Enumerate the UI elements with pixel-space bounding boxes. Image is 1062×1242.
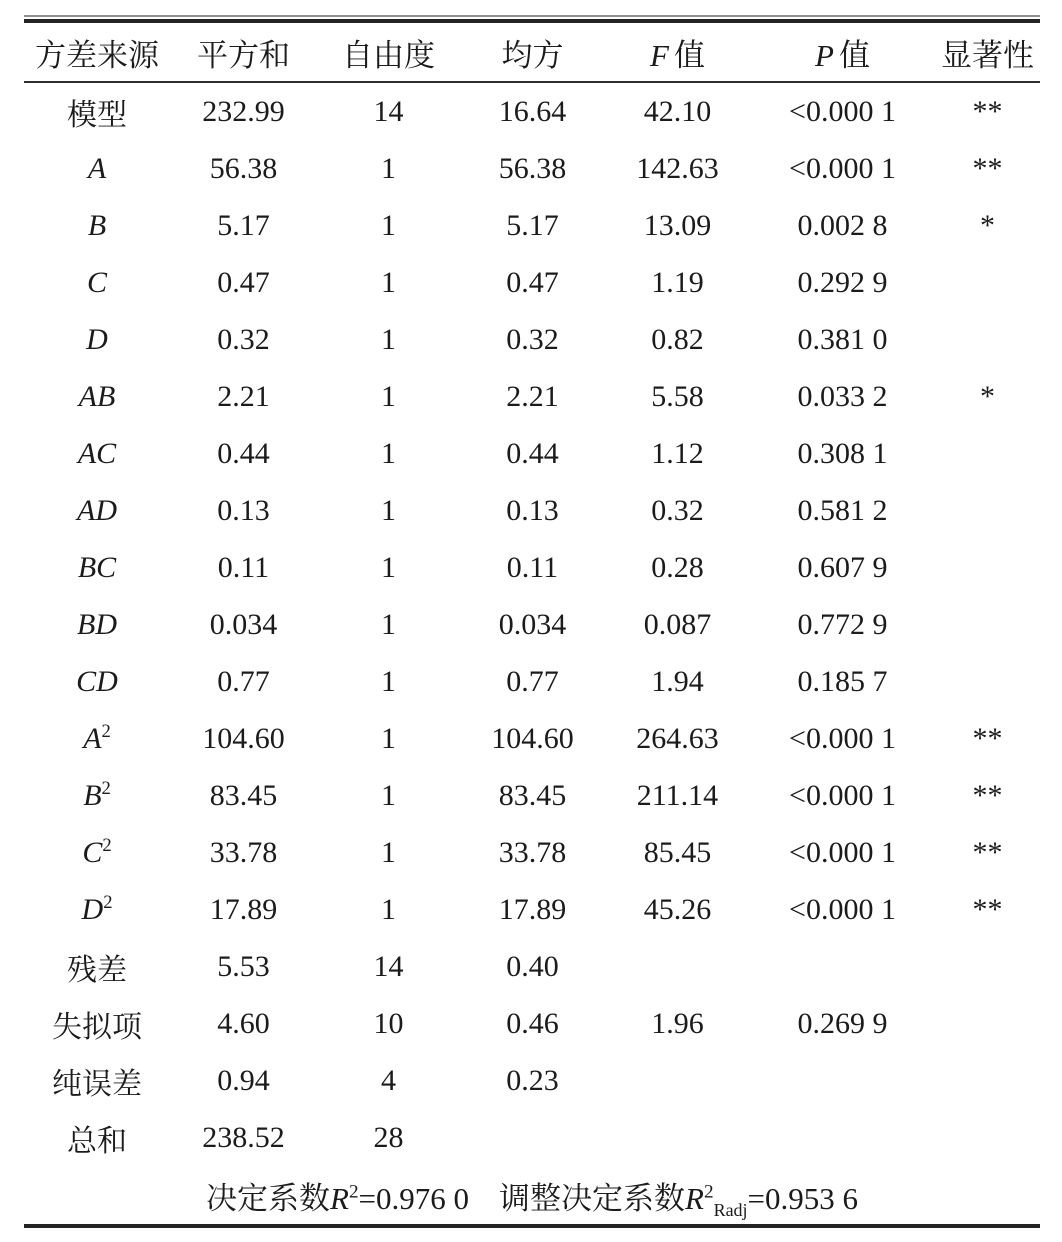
text-part: =0.953 6 (747, 1180, 858, 1216)
cell-f-value: 1.94 (651, 664, 704, 698)
cell-sum-of-squares: 104.60 (202, 721, 285, 755)
cell-p-value: <0.000 1 (789, 94, 896, 128)
text-part: 值 (838, 37, 870, 73)
cell-degrees-of-freedom: 1 (381, 265, 396, 299)
table-row (24, 938, 1040, 995)
cell-significance (935, 482, 1040, 539)
cell-p-value: 0.581 2 (797, 493, 888, 527)
cell-significance (935, 254, 1040, 311)
cell-degrees-of-freedom: 10 (373, 1006, 404, 1040)
text-part: BD (77, 607, 117, 641)
anova-table (24, 23, 1040, 1224)
cell-mean-square: 56.38 (498, 151, 567, 185)
cell-p-value: 0.292 9 (797, 265, 888, 299)
cell-degrees-of-freedom: 1 (381, 493, 396, 527)
cell-source (24, 425, 170, 482)
table-row (24, 1052, 1040, 1109)
cell-significance: ** (972, 94, 1003, 128)
text-part: 总和 (67, 1124, 127, 1158)
table-row (24, 824, 1040, 881)
text-part: AB (78, 379, 116, 413)
cell-f-value: 85.45 (643, 835, 712, 869)
cell-sum-of-squares: 5.53 (217, 949, 270, 983)
cell-source (24, 938, 170, 995)
cell-sum-of-squares: 56.38 (209, 151, 278, 185)
cell-f-value: 142.63 (636, 151, 719, 185)
text-part: 调整决定系数 (499, 1180, 686, 1216)
cell-p-value (750, 1052, 935, 1109)
cell-source (24, 311, 170, 368)
cell-p-value: <0.000 1 (789, 835, 896, 869)
cell-degrees-of-freedom: 1 (381, 664, 396, 698)
text-part: B (87, 208, 107, 242)
cell-f-value: 13.09 (643, 208, 712, 242)
cell-source (24, 995, 170, 1052)
table-row (24, 425, 1040, 482)
cell-f-value (605, 1109, 750, 1166)
cell-mean-square: 0.47 (506, 265, 559, 299)
cell-p-value: 0.002 8 (797, 208, 888, 242)
cell-degrees-of-freedom: 1 (381, 322, 396, 356)
cell-source (24, 482, 170, 539)
text-part: AC (77, 436, 117, 470)
table-footer (24, 1166, 1040, 1224)
text-part: 残差 (67, 953, 127, 987)
column-header-mean-square (460, 23, 605, 82)
cell-mean-square: 0.23 (506, 1063, 559, 1097)
text-part: 均方 (501, 37, 564, 73)
table-row (24, 767, 1040, 824)
cell-significance (935, 653, 1040, 710)
column-header-p-value (750, 23, 935, 82)
cell-p-value (750, 938, 935, 995)
cell-mean-square: 0.44 (506, 436, 559, 470)
table-row (24, 311, 1040, 368)
cell-source (24, 368, 170, 425)
text-part: B (83, 778, 102, 812)
table-row (24, 140, 1040, 197)
cell-source (24, 596, 170, 653)
text-part: P (815, 37, 834, 73)
cell-p-value: <0.000 1 (789, 151, 896, 185)
text-part: 显著性 (941, 37, 1034, 73)
cell-significance (935, 311, 1040, 368)
cell-mean-square: 0.034 (498, 607, 567, 641)
text-part: 纯误差 (52, 1067, 142, 1101)
cell-mean-square: 83.45 (498, 778, 567, 812)
cell-mean-square: 0.46 (506, 1006, 559, 1040)
cell-f-value: 0.087 (643, 607, 712, 641)
cell-sum-of-squares: 0.32 (217, 322, 270, 356)
text-part: =0.976 0 (358, 1180, 470, 1216)
cell-sum-of-squares: 0.13 (217, 493, 270, 527)
table-row (24, 710, 1040, 767)
cell-sum-of-squares: 83.45 (209, 778, 278, 812)
text-part: 方差来源 (35, 37, 159, 73)
text-part: A (87, 151, 107, 185)
cell-source (24, 767, 170, 824)
cell-significance: ** (972, 778, 1003, 812)
text-part: F (650, 37, 669, 73)
cell-source (24, 653, 170, 710)
cell-degrees-of-freedom: 1 (381, 379, 396, 413)
cell-degrees-of-freedom: 1 (381, 607, 396, 641)
cell-mean-square: 0.40 (506, 949, 559, 983)
cell-sum-of-squares: 17.89 (209, 892, 278, 926)
cell-p-value: 0.308 1 (797, 436, 888, 470)
cell-p-value: 0.185 7 (797, 664, 888, 698)
text-part: 值 (673, 37, 705, 73)
cell-p-value: <0.000 1 (789, 892, 896, 926)
cell-significance (935, 539, 1040, 596)
cell-degrees-of-freedom: 1 (381, 835, 396, 869)
bottom-rule (24, 1224, 1040, 1228)
column-header-significance (935, 23, 1040, 82)
cell-significance: ** (972, 892, 1003, 926)
cell-degrees-of-freedom: 1 (381, 550, 396, 584)
cell-sum-of-squares: 4.60 (217, 1006, 270, 1040)
cell-degrees-of-freedom: 1 (381, 208, 396, 242)
table-row (24, 653, 1040, 710)
cell-sum-of-squares: 5.17 (217, 208, 270, 242)
table-row (24, 368, 1040, 425)
cell-mean-square: 2.21 (506, 379, 559, 413)
cell-f-value: 0.32 (651, 493, 704, 527)
cell-source (24, 1109, 170, 1166)
column-header-source (24, 23, 170, 82)
column-header-degrees-of-freedom (317, 23, 460, 82)
cell-degrees-of-freedom: 1 (381, 778, 396, 812)
cell-significance (935, 425, 1040, 482)
table-row (24, 482, 1040, 539)
cell-degrees-of-freedom: 28 (373, 1120, 404, 1154)
cell-source (24, 710, 170, 767)
cell-degrees-of-freedom: 14 (373, 949, 404, 983)
cell-sum-of-squares: 0.94 (217, 1063, 270, 1097)
text-part: 失拟项 (52, 1010, 142, 1044)
cell-sum-of-squares: 0.47 (217, 265, 270, 299)
cell-mean-square: 16.64 (498, 94, 567, 128)
subscript: Radj (713, 1199, 748, 1220)
cell-f-value: 0.28 (651, 550, 704, 584)
cell-significance: ** (972, 835, 1003, 869)
cell-significance: ** (972, 721, 1003, 755)
cell-p-value: 0.607 9 (797, 550, 888, 584)
r-squared-note-row (24, 1166, 1040, 1224)
cell-f-value: 264.63 (636, 721, 719, 755)
cell-p-value: <0.000 1 (789, 778, 896, 812)
text-part: D (86, 322, 108, 356)
cell-f-value: 42.10 (643, 94, 712, 128)
cell-sum-of-squares: 33.78 (209, 835, 278, 869)
table-row (24, 881, 1040, 938)
cell-f-value: 0.82 (651, 322, 704, 356)
cell-significance: * (980, 379, 995, 413)
text-part: 自由度 (342, 37, 435, 73)
cell-p-value: 0.772 9 (797, 607, 888, 641)
cell-degrees-of-freedom: 14 (373, 94, 404, 128)
cell-f-value: 211.14 (636, 778, 719, 812)
text-part: 平方和 (197, 37, 290, 73)
cell-p-value: 0.381 0 (797, 322, 888, 356)
cell-p-value (750, 1109, 935, 1166)
text-part: R (330, 1180, 349, 1216)
cell-mean-square: 33.78 (498, 835, 567, 869)
cell-source (24, 539, 170, 596)
anova-table-block (24, 15, 1040, 1228)
superscript: 2 (101, 777, 111, 799)
cell-f-value (605, 938, 750, 995)
cell-significance (935, 1109, 1040, 1166)
table-row (24, 254, 1040, 311)
cell-p-value: 0.269 9 (797, 1006, 888, 1040)
table-row (24, 197, 1040, 254)
cell-source (24, 140, 170, 197)
cell-degrees-of-freedom: 1 (381, 892, 396, 926)
cell-significance (935, 938, 1040, 995)
cell-mean-square: 0.13 (506, 493, 559, 527)
cell-sum-of-squares: 0.034 (209, 607, 278, 641)
cell-f-value: 1.96 (651, 1006, 704, 1040)
header-row (24, 23, 1040, 82)
cell-significance (935, 995, 1040, 1052)
cell-sum-of-squares: 2.21 (217, 379, 270, 413)
superscript: 2 (703, 1181, 714, 1203)
text-part: AD (77, 493, 117, 527)
column-header-f-value (605, 23, 750, 82)
superscript: 2 (101, 720, 111, 742)
text-part: A (83, 721, 102, 755)
table-row (24, 1109, 1040, 1166)
cell-source (24, 1052, 170, 1109)
column-header-sum-of-squares (170, 23, 317, 82)
cell-source (24, 824, 170, 881)
text-part: D (81, 892, 104, 926)
text-part: C (82, 835, 103, 869)
cell-mean-square: 17.89 (498, 892, 567, 926)
cell-degrees-of-freedom: 1 (381, 721, 396, 755)
cell-f-value: 45.26 (643, 892, 712, 926)
cell-sum-of-squares: 0.11 (217, 550, 270, 584)
cell-p-value: 0.033 2 (797, 379, 888, 413)
table-row (24, 596, 1040, 653)
cell-mean-square: 5.17 (506, 208, 559, 242)
cell-sum-of-squares: 232.99 (202, 94, 285, 128)
cell-source (24, 881, 170, 938)
cell-significance: ** (972, 151, 1003, 185)
text-part: R (685, 1180, 704, 1216)
cell-mean-square (460, 1109, 605, 1166)
cell-mean-square: 0.11 (506, 550, 559, 584)
r-squared-note (24, 1166, 1040, 1224)
cell-f-value: 1.19 (651, 265, 704, 299)
text-part: BC (77, 550, 117, 584)
text-part: 决定系数 (206, 1180, 330, 1216)
cell-f-value: 1.12 (651, 436, 704, 470)
cell-significance: * (980, 208, 995, 242)
cell-significance (935, 596, 1040, 653)
table-row (24, 539, 1040, 596)
superscript: 2 (102, 834, 112, 856)
cell-mean-square: 0.32 (506, 322, 559, 356)
cell-degrees-of-freedom: 1 (381, 151, 396, 185)
text-part: CD (76, 664, 118, 698)
cell-source (24, 197, 170, 254)
text-part: C (86, 265, 107, 299)
cell-f-value (605, 1052, 750, 1109)
table-row (24, 995, 1040, 1052)
cell-degrees-of-freedom: 1 (381, 436, 396, 470)
cell-f-value: 5.58 (651, 379, 704, 413)
cell-significance (935, 1052, 1040, 1109)
cell-source (24, 254, 170, 311)
superscript: 2 (103, 891, 113, 913)
cell-source (24, 82, 170, 140)
table-header (24, 23, 1040, 82)
cell-sum-of-squares: 238.52 (202, 1120, 285, 1154)
cell-sum-of-squares: 0.44 (217, 436, 270, 470)
text-part: 模型 (67, 98, 127, 132)
cell-mean-square: 0.77 (506, 664, 559, 698)
cell-degrees-of-freedom: 4 (381, 1063, 396, 1097)
table-row (24, 82, 1040, 140)
cell-sum-of-squares: 0.77 (217, 664, 270, 698)
table-body (24, 82, 1040, 1166)
superscript: 2 (348, 1181, 359, 1203)
cell-p-value: <0.000 1 (789, 721, 896, 755)
cell-mean-square: 104.60 (491, 721, 574, 755)
